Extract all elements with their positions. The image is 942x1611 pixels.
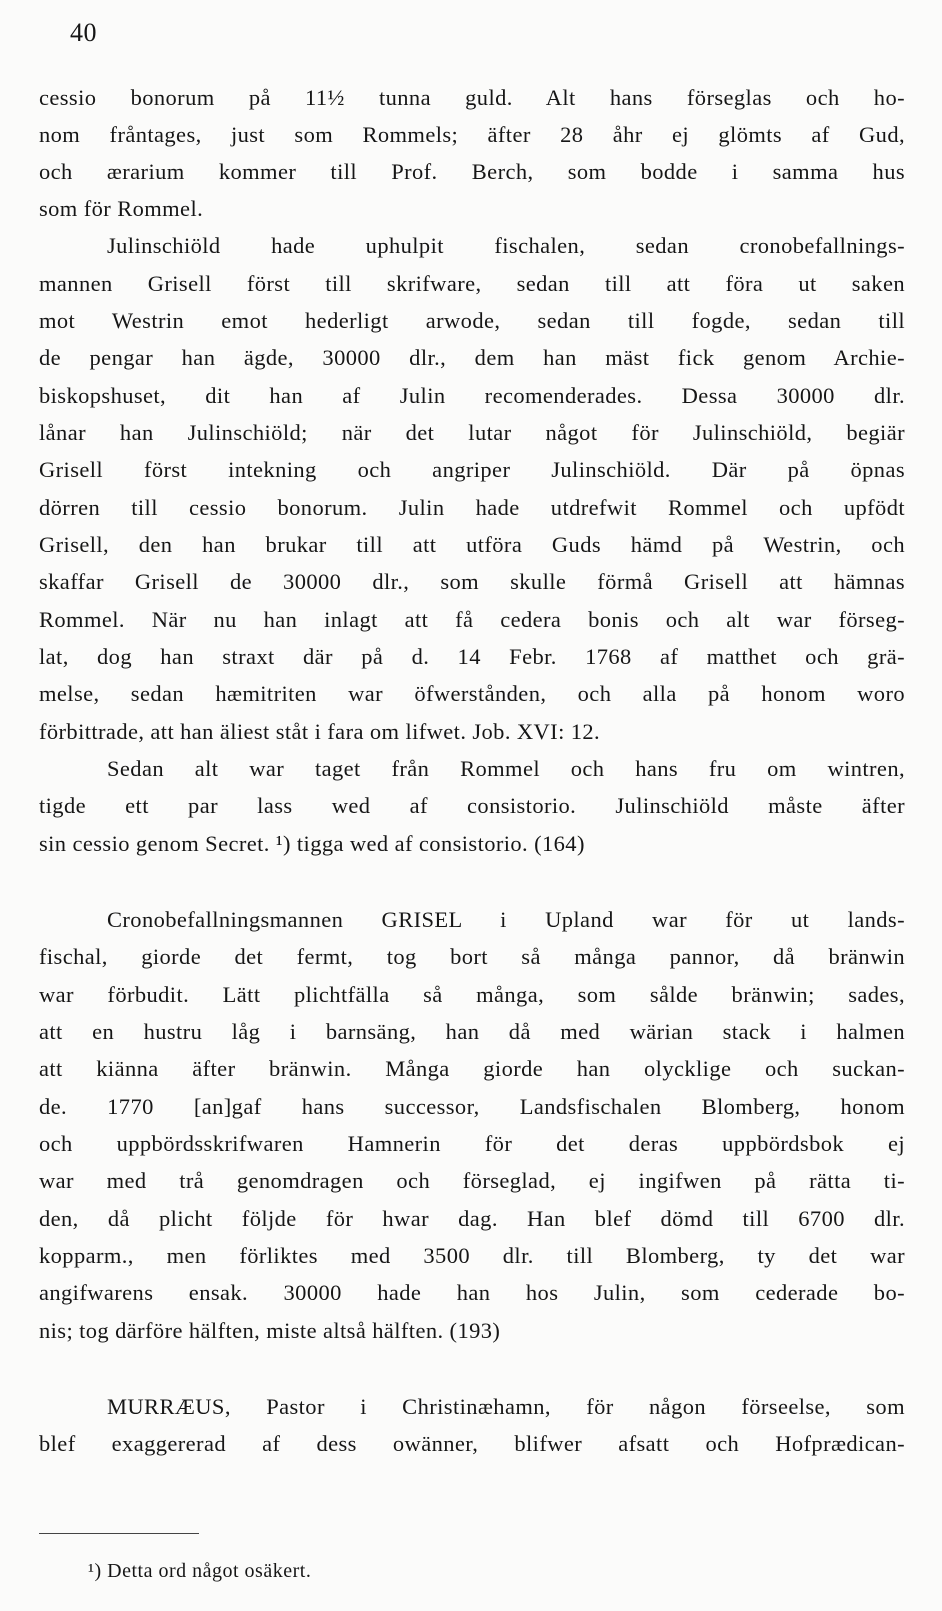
text-line: lånar han Julinschiöld; när det lutar något för Julinschiöld, begiär [39, 420, 905, 445]
text-line: angifwarens ensak. 30000 hade han hos Julin, som cederade bo- [39, 1280, 905, 1305]
text-line: cessio bonorum på 11½ tunna guld. Alt hans förseglas och ho- [39, 85, 905, 110]
text-line: blef exaggererad af dess owänner, blifwer afsatt och Hofprædican- [39, 1431, 905, 1456]
text-line: förbittrade, att han äliest ståt i fara om lifwet. Job. XVI: 12. [39, 719, 601, 744]
text-line: att kiänna äfter bränwin. Många giorde han olycklige och suckan- [39, 1056, 905, 1081]
text-line: Julinschiöld hade uphulpit fischalen, sedan cronobefallnings- [107, 233, 905, 258]
text-line: lat, dog han straxt där på d. 14 Febr. 1768 af matthet och grä- [39, 644, 905, 669]
text-line: mannen Grisell först till skrifware, sedan till att föra ut saken [39, 271, 905, 296]
text-line: tigde ett par lass wed af consistorio. Julinschiöld måste äfter [39, 793, 905, 818]
text-line: kopparm., men förliktes med 3500 dlr. till Blomberg, ty det war [39, 1243, 905, 1268]
text-line: MURRÆUS, Pastor i Christinæhamn, för någon förseelse, som [107, 1394, 905, 1419]
text-line: mot Westrin emot hederligt arwode, sedan till fogde, sedan till [39, 308, 905, 333]
text-line: Grisell först intekning och angriper Julinschiöld. Där på öpnas [39, 457, 905, 482]
text-line: war med trå genomdragen och förseglad, ej ingifwen på rätta ti- [39, 1168, 905, 1193]
text-line: Rommel. När nu han inlagt att få cedera bonis och alt war förseg- [39, 607, 905, 632]
text-line: fischal, giorde det fermt, tog bort så många pannor, då bränwin [39, 944, 905, 969]
text-line: dörren till cessio bonorum. Julin hade utdrefwit Rommel och upfödt [39, 495, 905, 520]
text-line: war förbudit. Lätt plichtfälla så många, som sålde bränwin; sades, [39, 982, 905, 1007]
text-line: Sedan alt war taget från Rommel och hans fru om wintren, [107, 756, 905, 781]
footnote-divider [39, 1533, 199, 1534]
text-line: som för Rommel. [39, 196, 204, 221]
text-line: nom fråntages, just som Rommels; äfter 28 åhr ej glömts af Gud, [39, 122, 905, 147]
text-line: den, då plicht följde för hwar dag. Han blef dömd till 6700 dlr. [39, 1206, 905, 1231]
text-line: och uppbördsskrifwaren Hamnerin för det deras uppbördsbok ej [39, 1131, 905, 1156]
text-line: sin cessio genom Secret. ¹) tigga wed af consistorio. (164) [39, 831, 585, 856]
page-number: 40 [70, 18, 97, 47]
text-line: Grisell, den han brukar till att utföra Guds hämd på Westrin, och [39, 532, 905, 557]
text-line: melse, sedan hæmitriten war öfwerstånden, och alla på honom woro [39, 681, 905, 706]
text-line: skaffar Grisell de 30000 dlr., som skulle förmå Grisell att hämnas [39, 569, 905, 594]
text-line: de. 1770 [an]gaf hans successor, Landsfischalen Blomberg, honom [39, 1094, 905, 1119]
text-line: nis; tog därföre hälften, miste altså hälften. (193) [39, 1318, 501, 1343]
text-line: de pengar han ägde, 30000 dlr., dem han mäst fick genom Archie- [39, 345, 905, 370]
text-line: att en hustru låg i barnsäng, han då med wärian stack i halmen [39, 1019, 905, 1044]
text-line: och ærarium kommer till Prof. Berch, som bodde i samma hus [39, 159, 905, 184]
text-line: biskopshuset, dit han af Julin recomenderades. Dessa 30000 dlr. [39, 383, 905, 408]
text-line: Cronobefallningsmannen GRISEL i Upland war för ut lands- [107, 907, 905, 932]
footnote: ¹) Detta ord något osäkert. [88, 1560, 312, 1582]
